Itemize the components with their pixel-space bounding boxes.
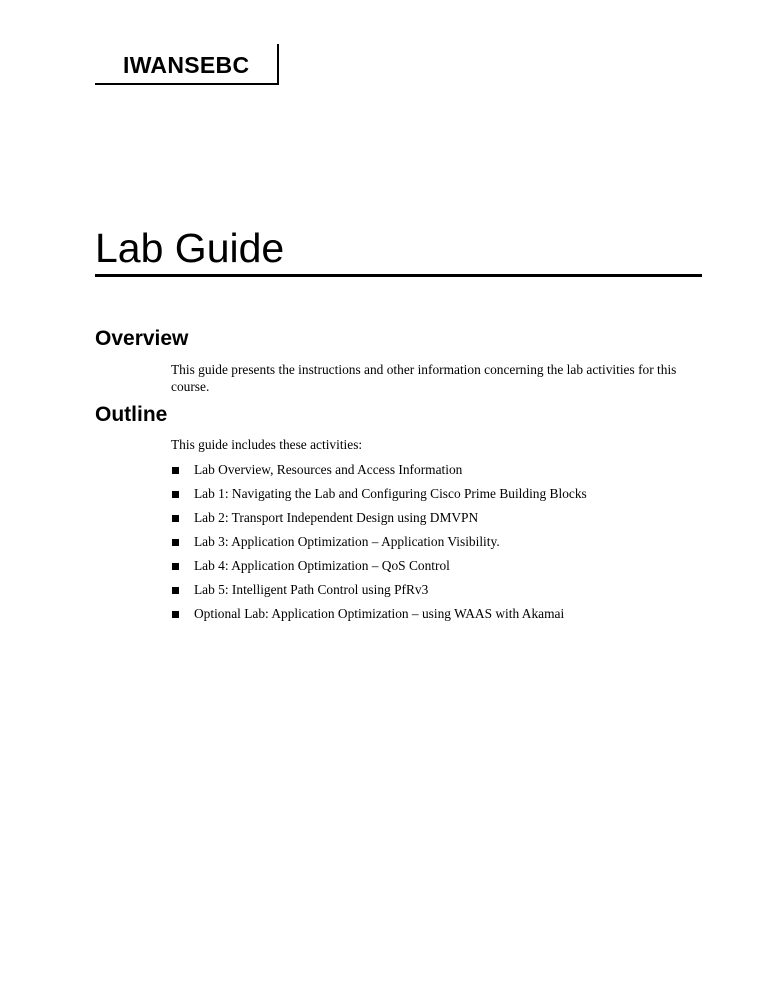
square-bullet-icon — [172, 467, 179, 474]
title-rule — [95, 274, 702, 277]
overview-heading: Overview — [95, 327, 189, 350]
list-item — [171, 482, 691, 506]
square-bullet-icon — [172, 539, 179, 546]
course-code: IWANSEBC — [123, 52, 250, 78]
list-item — [171, 602, 691, 626]
list-item — [171, 530, 691, 554]
outline-intro: This guide includes these activities: — [171, 437, 363, 452]
activity-list — [171, 458, 691, 626]
list-item — [171, 458, 691, 482]
list-item-label: Optional Lab: Application Optimization – using WAAS with Akamai — [194, 606, 565, 621]
square-bullet-icon — [172, 563, 179, 570]
list-item-label: Lab 2: Transport Independent Design using DMVPN — [194, 510, 479, 525]
square-bullet-icon — [172, 515, 179, 522]
list-item-label: Lab 3: Application Optimization – Application Visibility. — [194, 534, 500, 549]
document-title: Lab Guide — [95, 225, 285, 271]
list-item — [171, 578, 691, 602]
list-item-label: Lab 1: Navigating the Lab and Configuring Cisco Prime Building Blocks — [194, 486, 587, 501]
list-item — [171, 554, 691, 578]
course-code-tag — [95, 44, 279, 85]
list-item-label: Lab Overview, Resources and Access Information — [194, 462, 463, 477]
square-bullet-icon — [172, 611, 179, 618]
square-bullet-icon — [172, 491, 179, 498]
list-item-label: Lab 5: Intelligent Path Control using PfRv3 — [194, 582, 429, 597]
list-item — [171, 506, 691, 530]
overview-text: This guide presents the instructions and other information concerning the lab activities for this course. — [171, 362, 677, 394]
outline-heading: Outline — [95, 403, 168, 426]
square-bullet-icon — [172, 587, 179, 594]
list-item-label: Lab 4: Application Optimization – QoS Control — [194, 558, 450, 573]
